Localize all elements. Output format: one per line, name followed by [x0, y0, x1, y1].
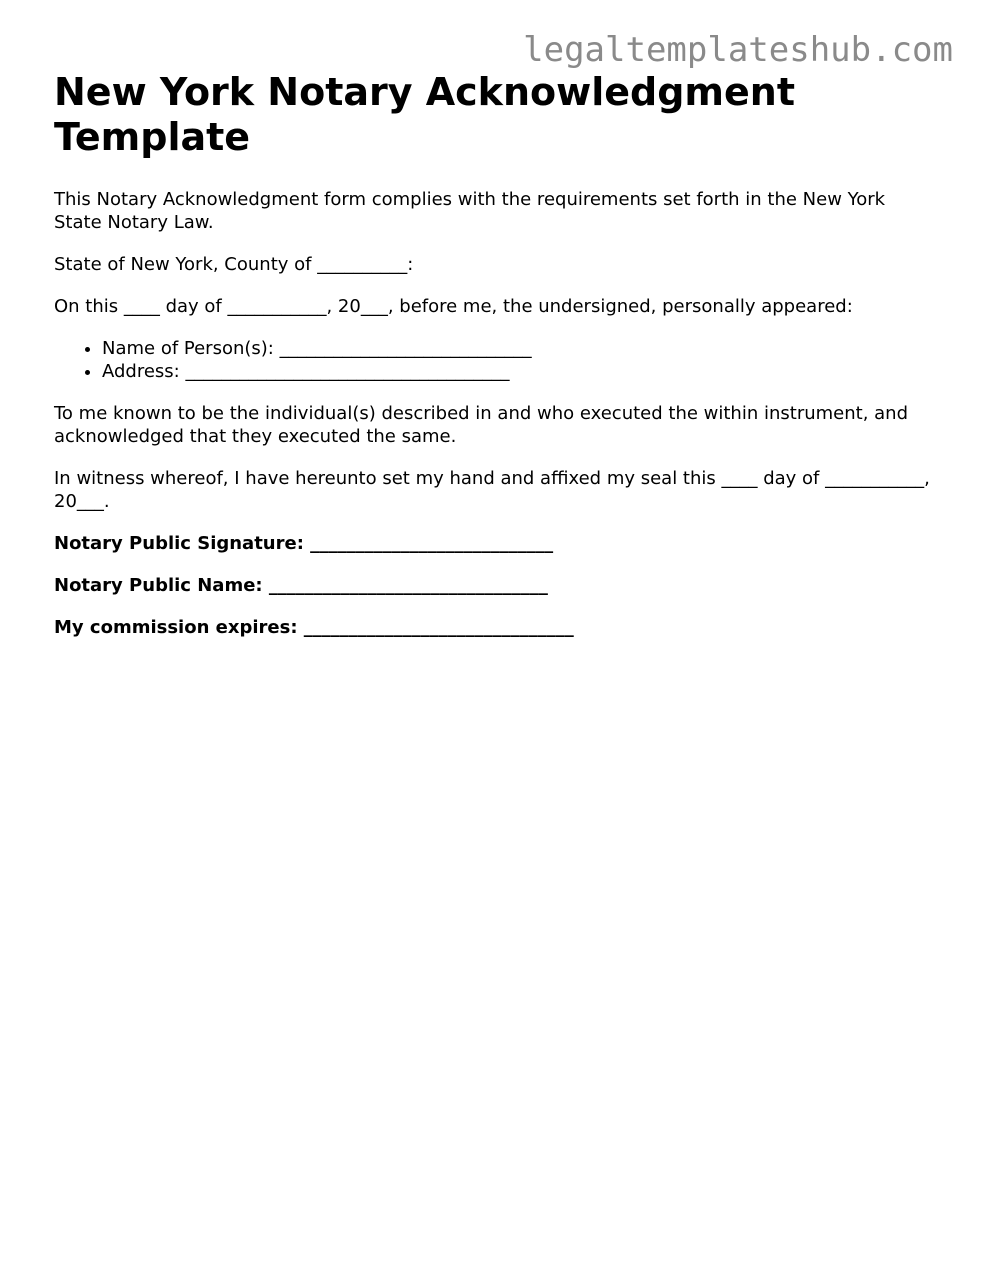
person-fields-list	[54, 337, 934, 383]
commission-expires-line: My commission expires: ______________________________	[54, 617, 574, 638]
notary-signature-line: Notary Public Signature: ___________________________	[54, 533, 554, 554]
venue-line: State of New York, County of __________:	[54, 254, 414, 275]
document-title: New York Notary Acknowledgment Template	[54, 70, 795, 159]
address-field: • Address: ____________________________________	[102, 360, 934, 383]
name-of-persons-field: • Name of Person(s): ____________________________	[102, 337, 934, 360]
witness-paragraph: In witness whereof, I have hereunto set my hand and affixed my seal this ____ day of ___________, 20___.	[54, 468, 930, 512]
intro-paragraph: This Notary Acknowledgment form complies with the requirements set forth in the New York State Notary Law.	[54, 189, 886, 233]
appearance-line: On this ____ day of ___________, 20___, before me, the undersigned, personally appeared:	[54, 296, 853, 317]
acknowledgment-paragraph: To me known to be the individual(s) described in and who executed the within instrument, and acknowledged that they executed the same.	[54, 403, 909, 447]
document-page	[54, 70, 934, 658]
watermark: legaltemplateshub.com	[523, 30, 953, 70]
notary-name-line: Notary Public Name: _______________________________	[54, 575, 548, 596]
